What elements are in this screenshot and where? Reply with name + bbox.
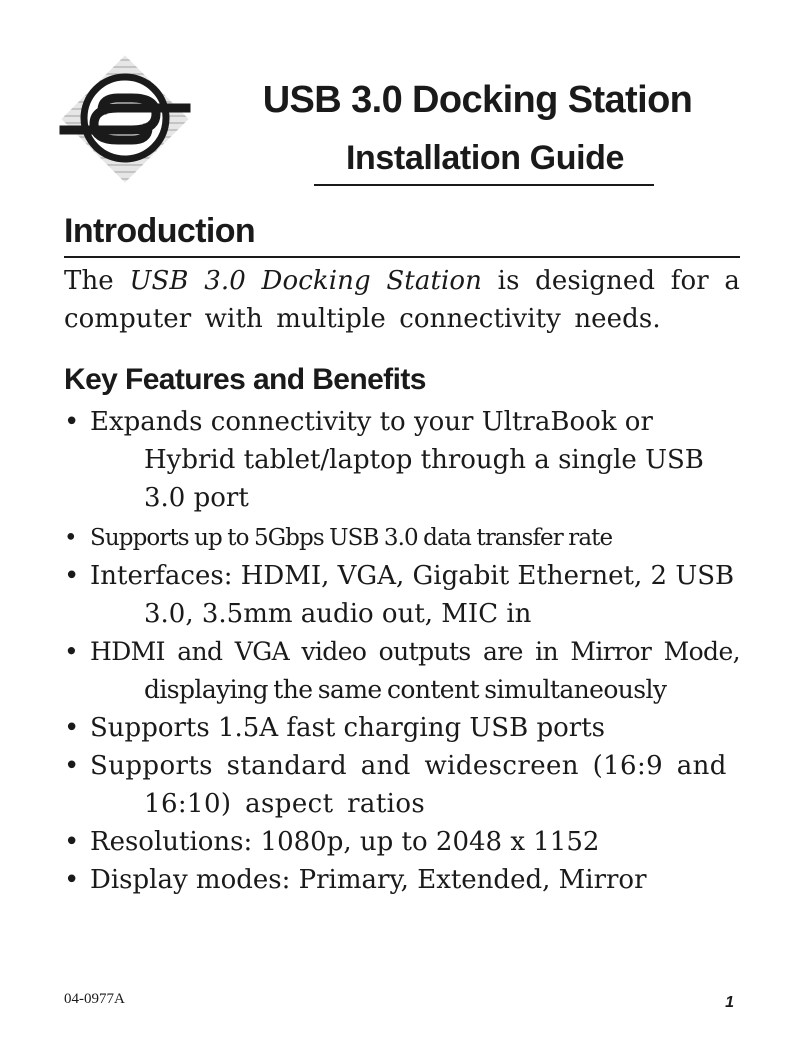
introduction-heading: Introduction — [64, 212, 256, 250]
feature-text: HDMI and VGA video outputs are in Mirror Mode, displaying the same content simultaneously — [90, 637, 740, 704]
bullet-icon: • — [64, 561, 80, 591]
feature-text: Resolutions: 1080p, up to 2048 x 1152 — [90, 827, 600, 857]
feature-text: Expands connectivity to your UltraBook or Hybrid tablet/laptop through a single USB 3.0 port — [90, 407, 704, 513]
introduction-rule — [64, 256, 740, 258]
bullet-icon: • — [64, 637, 79, 666]
document-subtitle: Installation Guide — [345, 139, 625, 177]
feature-item — [64, 519, 740, 557]
feature-item — [64, 557, 740, 633]
bullet-icon: • — [64, 525, 77, 551]
document-code: 04-0977A — [64, 991, 125, 1007]
brand-logo-icon — [58, 52, 192, 186]
feature-text: Supports standard and widescreen (16:9 and 16:10) aspect ratios — [90, 751, 727, 819]
intro-text-after: is designed for a computer with multiple connectivity needs. — [64, 266, 740, 334]
features-list — [64, 403, 740, 899]
bullet-icon: • — [64, 751, 80, 781]
feature-text: Supports up to 5Gbps USB 3.0 data transfer rate — [90, 525, 613, 551]
feature-item — [64, 403, 740, 517]
bullet-icon: • — [64, 713, 80, 743]
feature-text: Supports 1.5A fast charging USB ports — [90, 713, 606, 743]
document-title: USB 3.0 Docking Station — [262, 79, 693, 121]
page-number: 1 — [725, 994, 734, 1011]
feature-item — [64, 633, 740, 709]
features-heading: Key Features and Benefits — [64, 363, 426, 396]
bullet-icon: • — [64, 407, 80, 437]
subtitle-underline — [314, 184, 654, 186]
feature-text: Interfaces: HDMI, VGA, Gigabit Ethernet, 2 USB 3.0, 3.5mm audio out, MIC in — [90, 561, 735, 629]
feature-item — [64, 709, 740, 747]
intro-product-name: USB 3.0 Docking Station — [129, 266, 483, 296]
intro-text-before: The — [64, 266, 130, 296]
feature-item — [64, 861, 740, 899]
bullet-icon: • — [64, 865, 80, 895]
feature-item — [64, 747, 740, 823]
bullet-icon: • — [64, 827, 80, 857]
feature-text: Display modes: Primary, Extended, Mirror — [90, 865, 647, 895]
feature-item — [64, 823, 740, 861]
introduction-text — [64, 262, 740, 338]
